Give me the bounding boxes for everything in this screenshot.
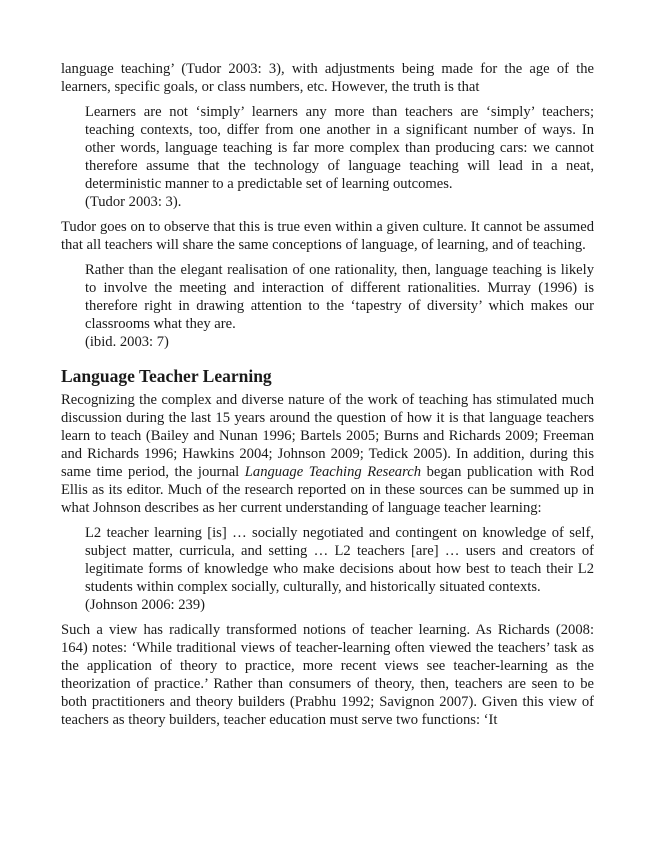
block-quote-1-citation: (Tudor 2003: 3). — [85, 194, 182, 210]
block-quote-3-citation: (Johnson 2006: 239) — [85, 597, 205, 613]
body-paragraph-1: language teaching’ (Tudor 2003: 3), with adjustments being made for the age of the learners, specific goals, or class numbers, etc. However, the truth is that — [61, 61, 594, 95]
block-quote-3 — [85, 524, 594, 614]
block-quote-2-text: Rather than the elegant realisation of one rationality, then, language teaching is likely to involve the meeting and interaction of different rationalities. Murray (1996) is therefore right in drawing attention to the ‘tapestry of diversity’ which makes our classrooms what they are. — [85, 262, 594, 332]
body-paragraph-2: Tudor goes on to observe that this is true even within a given culture. It cannot be assumed that all teachers will share the same conceptions of language, of learning, and of teaching. — [61, 219, 594, 253]
body-paragraph-3-after: began publication with Rod Ellis as its editor. Much of the research reported on in these sources can be summed up in what Johnson describes as her current understanding of language teacher learning: — [61, 464, 595, 516]
block-quote-1 — [85, 103, 594, 211]
body-paragraph-4: Such a view has radically transformed notions of teacher learning. As Richards (2008: 164) notes: ‘While traditional views of teacher-learning often viewed the teachers’ task as the application of theory to practice, more recent views see teacher-learning as the theorization of practice.’ Rather than consumers of theory, then, teachers are seen to be both practitioners and theory builders (Prabhu 1992; Savignon 2007). Given this view of teachers as theory builders, teacher education must serve two functions: ‘It — [61, 622, 594, 728]
body-paragraph-3-before: Recognizing the complex and diverse nature of the work of teaching has stimulated much discussion during the last 15 years around the question of how it is that language teachers learn to teach (Bailey and Nunan 1996; Bartels 2005; Burns and Richards 2009; Freeman and Richards 1996; Hawkins 2004; Johnson 2009; Tedick 2005). In addition, during this same time period, the journal — [61, 392, 594, 480]
journal-title: Language Teaching Research — [244, 464, 422, 480]
body-paragraph-3 — [61, 391, 594, 517]
block-quote-3-text: L2 teacher learning [is] … socially negotiated and contingent on knowledge of self, subject matter, curricula, and setting … L2 teachers [are] … users and creators of legitimate forms of knowledge who make decisions about how best to teach their L2 students within complex socially, culturally, and historically situated contexts. — [85, 525, 594, 595]
section-heading: Language Teacher Learning — [61, 366, 272, 386]
block-quote-1-text: Learners are not ‘simply’ learners any more than teachers are ‘simply’ teachers; teaching contexts, too, differ from one another in a significant number of ways. In other words, language teaching is far more complex than producing cars: we cannot therefore assume that the technology of language teaching will lead in a neat, deterministic manner to a predictable set of learning outcomes. — [85, 104, 594, 192]
block-quote-2-citation: (ibid. 2003: 7) — [85, 334, 169, 350]
block-quote-2 — [85, 261, 594, 351]
document-page — [61, 60, 594, 736]
